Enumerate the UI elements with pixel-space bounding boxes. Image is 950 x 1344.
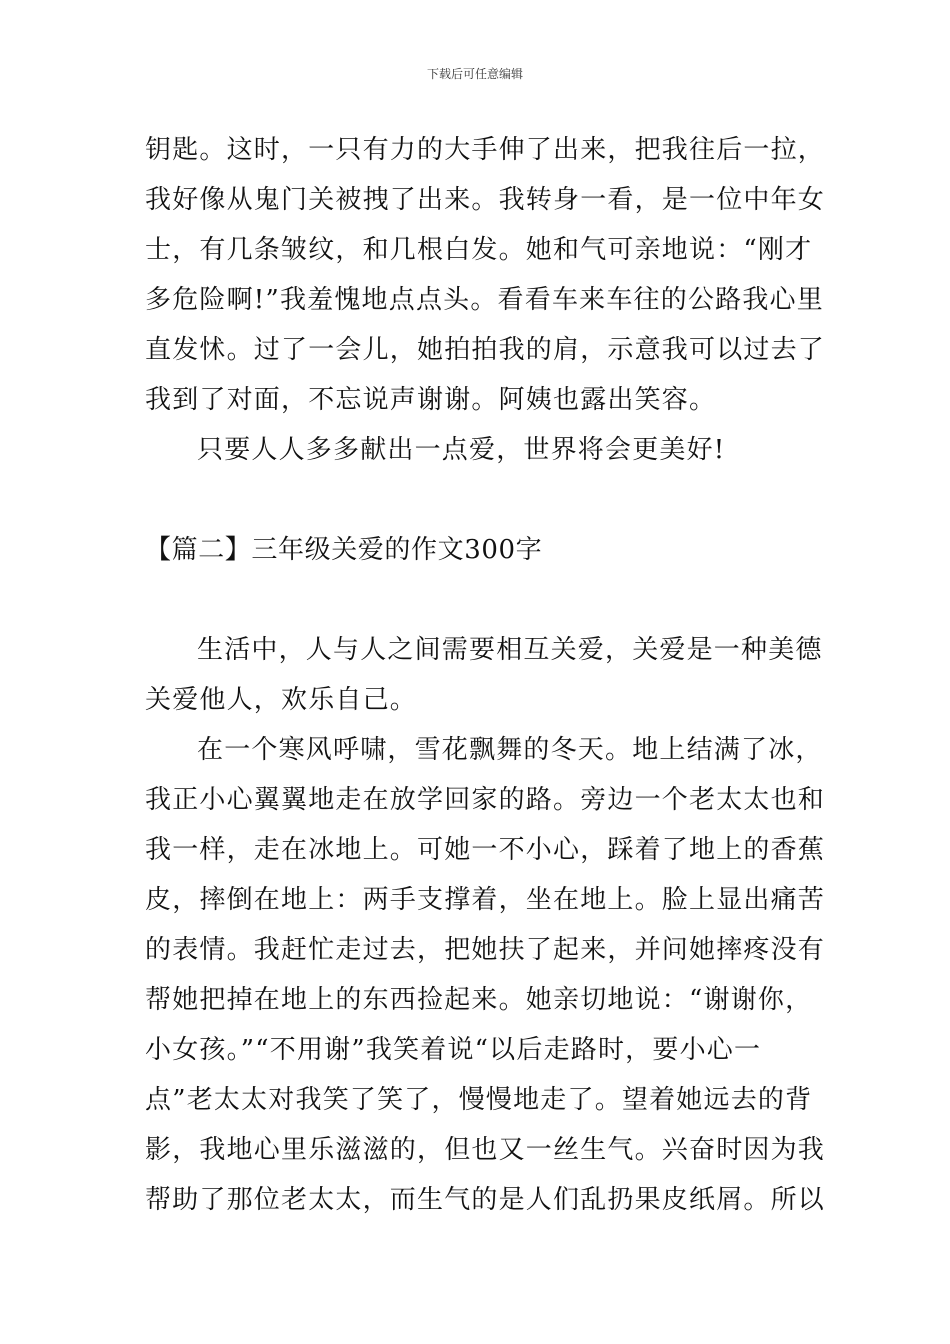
- text-line: 小女孩。”“不用谢”我笑着说“以后走路时，要小心一: [145, 1035, 762, 1065]
- text-line: 关爱他人，欢乐自己。: [145, 685, 418, 715]
- text-line: 生活中，人与人之间需要相互关爱，关爱是一种美德: [197, 635, 823, 665]
- text-line: 我好像从鬼门关被拽了出来。我转身一看，是一位中年女: [145, 185, 826, 215]
- text-line: 点”老太太对我笑了笑了，慢慢地走了。望着她远去的背: [145, 1085, 813, 1115]
- text-line: 帮助了那位老太太，而生气的是人们乱扔果皮纸屑。所以: [145, 1185, 826, 1215]
- text-line: 我到了对面，不忘说声谢谢。阿姨也露出笑容。: [145, 385, 717, 415]
- text-line: 影，我地心里乐滋滋的，但也又一丝生气。兴奋时因为我: [145, 1135, 826, 1165]
- text-line: 直发怵。过了一会儿，她拍拍我的肩，示意我可以过去了: [145, 335, 826, 365]
- text-line: 我正小心翼翼地走在放学回家的路。旁边一个老太太也和: [145, 785, 826, 815]
- text-line: 在一个寒风呼啸，雪花飘舞的冬天。地上结满了冰，: [197, 735, 823, 765]
- text-line: 帮她把掉在地上的东西捡起来。她亲切地说：“谢谢你，: [145, 985, 813, 1015]
- text-line: 皮，摔倒在地上：两手支撑着，坐在地上。脸上显出痛苦: [145, 885, 826, 915]
- closing-line: 只要人人多多献出一点爱，世界将会更美好!: [197, 435, 726, 465]
- section-title: 【篇二】三年级关爱的作文300字: [145, 535, 543, 565]
- text-line: 士，有几条皱纹，和几根白发。她和气可亲地说：“刚才: [145, 235, 813, 265]
- text-line: 钥匙。这时，一只有力的大手伸了出来，把我往后一拉，: [145, 135, 826, 165]
- text-line: 多危险啊!”我羞愧地点点头。看看车来车往的公路我心里: [145, 285, 824, 315]
- text-line: 的表情。我赶忙走过去，把她扶了起来，并问她摔疼没有: [145, 935, 826, 965]
- text-line: 我一样，走在冰地上。可她一不小心，踩着了地上的香蕉: [145, 835, 826, 865]
- page-header: 下载后可任意编辑: [426, 67, 523, 81]
